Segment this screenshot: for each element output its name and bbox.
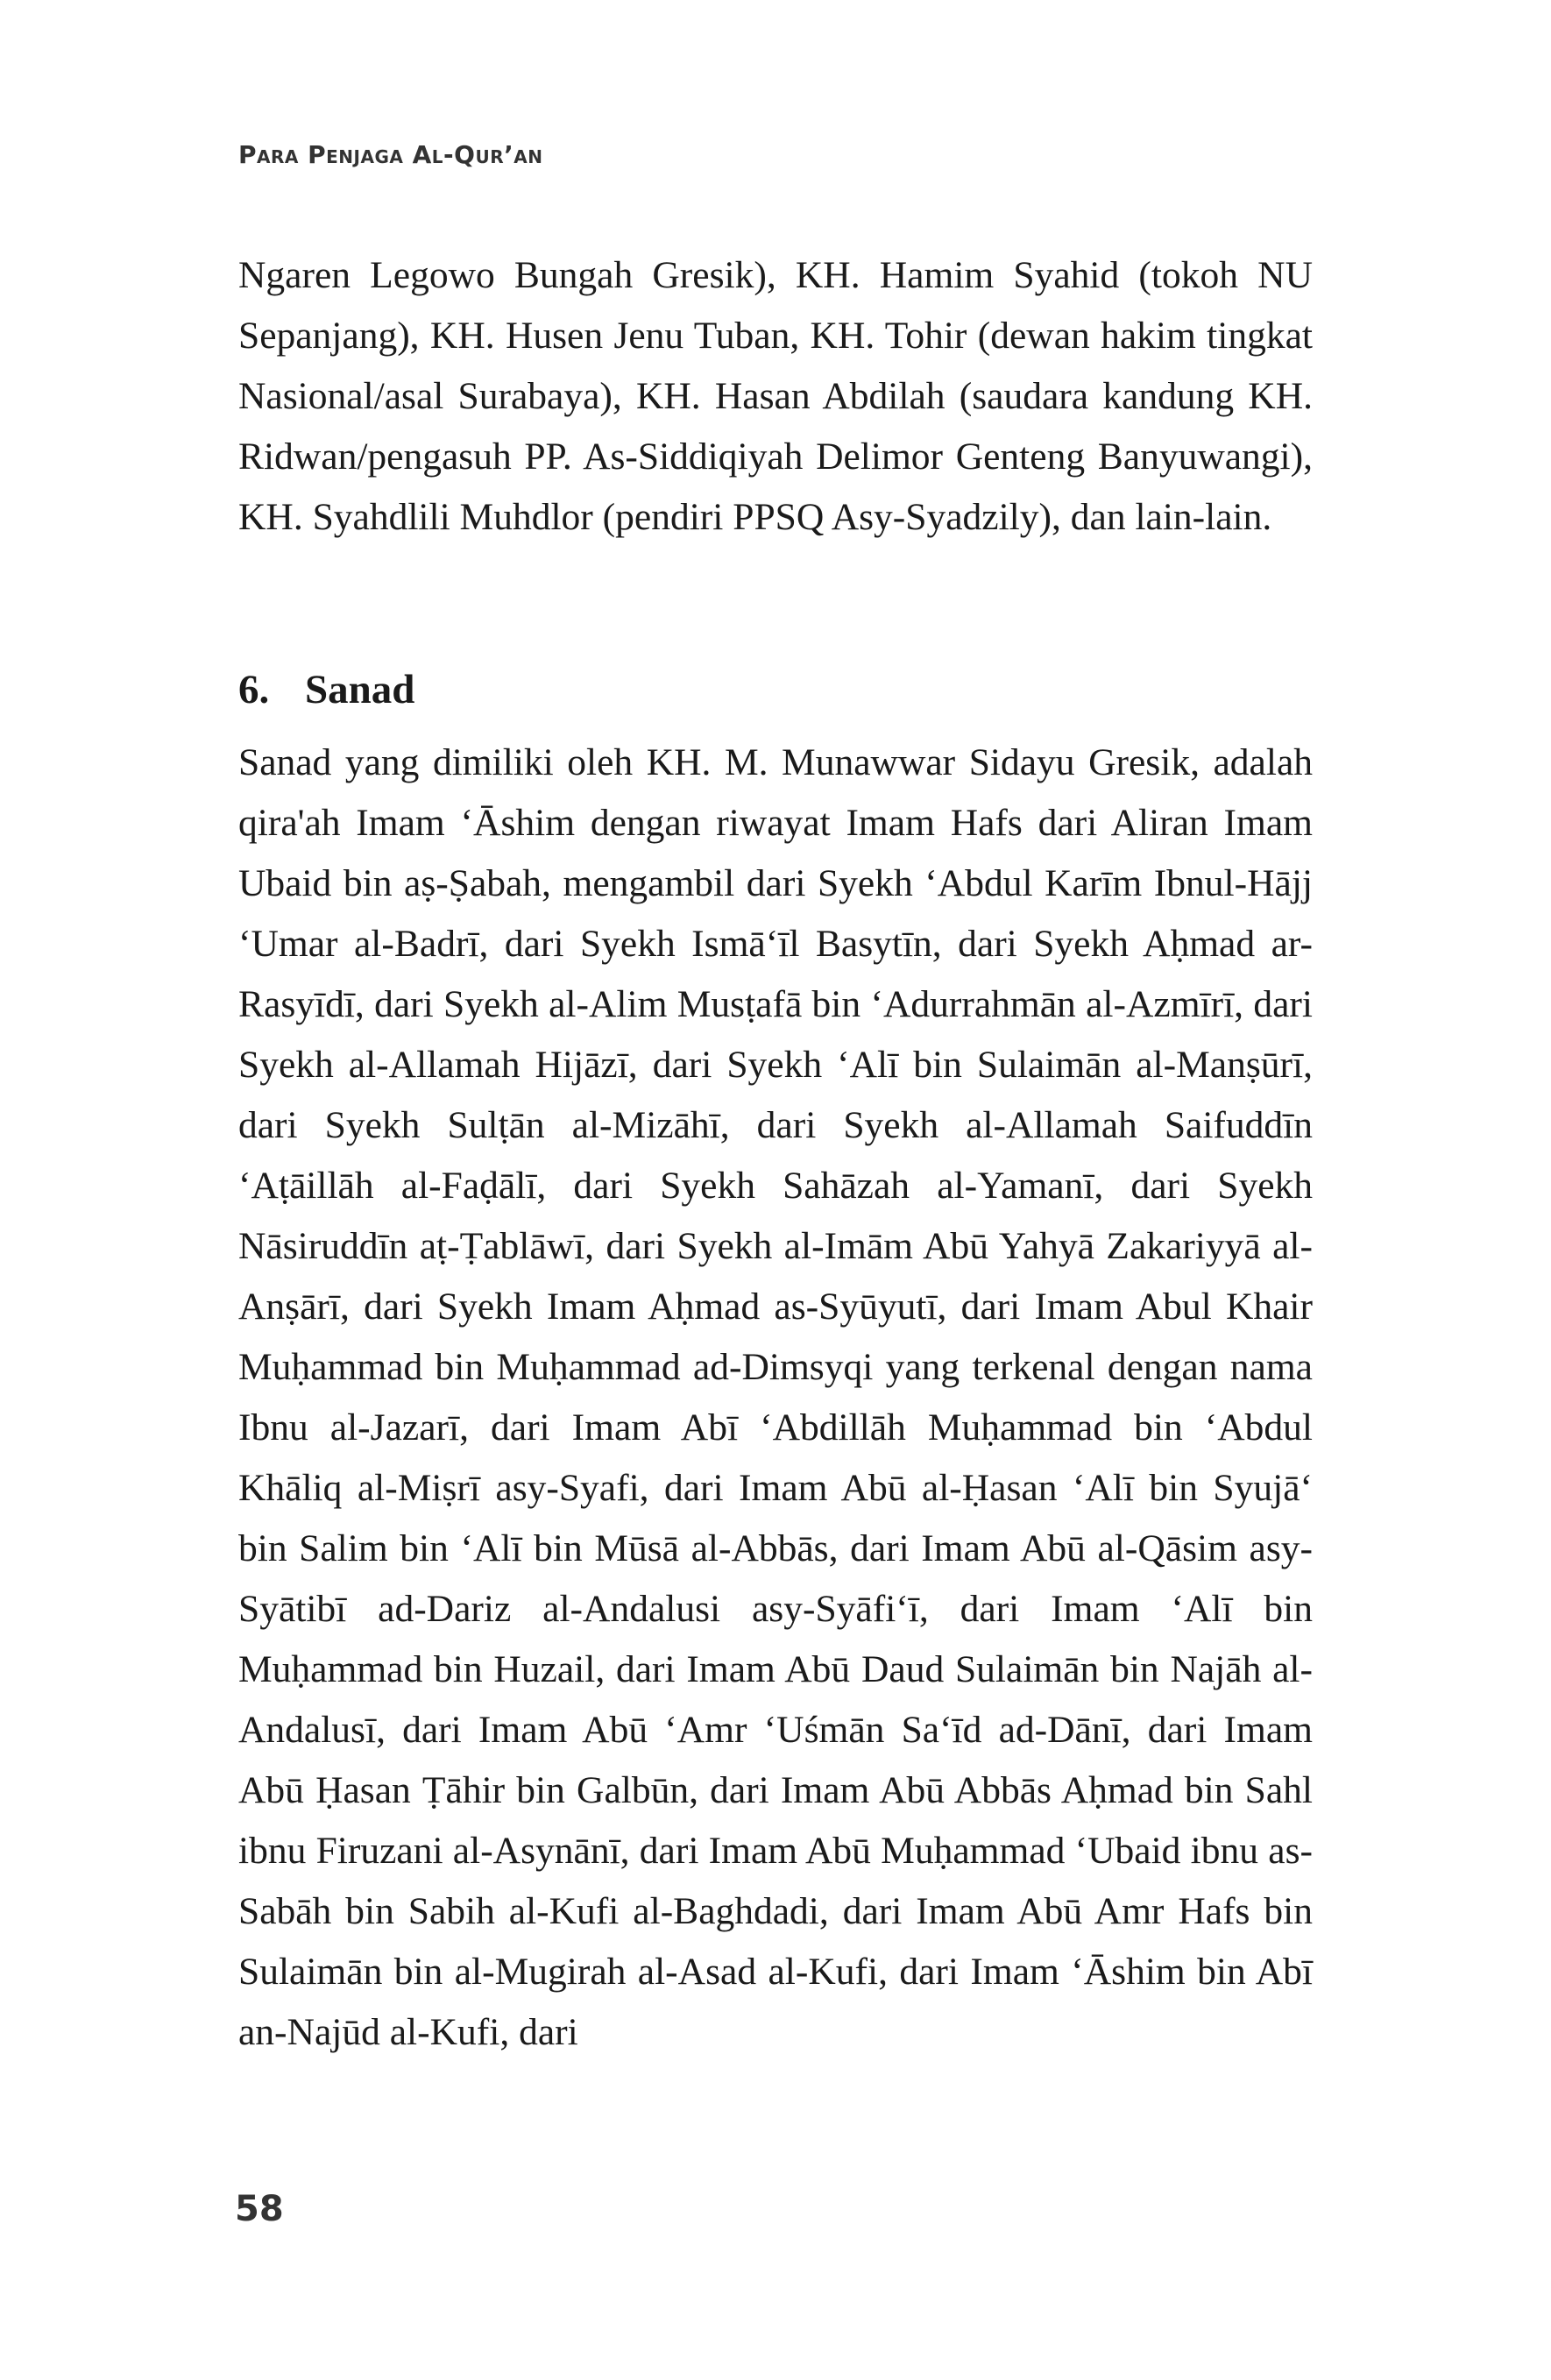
section-heading	[238, 659, 414, 720]
section-title: Sanad	[305, 667, 415, 712]
running-header: Para Penjaga Al-Qur’an	[238, 140, 543, 169]
intro-paragraph: Ngaren Legowo Bungah Gresik), KH. Hamim Syahid (tokoh NU Sepanjang), KH. Husen Jenu Tuban, KH. Tohir (dewan hakim tingkat Nasional/asal Surabaya), KH. Hasan Abdilah (saudara kandung KH. Ridwan/pengasuh PP. As-Siddiqiyah Delimor Genteng Banyuwangi), KH. Syahdlili Muhdlor (pendiri PPSQ Asy-Syadzily), dan lain-lain.	[238, 254, 1313, 538]
sanad-paragraph: Sanad yang dimiliki oleh KH. M. Munawwar Sidayu Gresik, adalah qira'ah Imam ‘Āshim dengan riwayat Imam Hafs dari Aliran Imam Ubaid bin aṣ-Ṣabah, mengambil dari Syekh ‘Abdul Karīm Ibnul-Hājj ‘Umar al-Badrī, dari Syekh Ismā‘īl Basytīn, dari Syekh Aḥmad ar-Rasyīdī, dari Syekh al-Alim Musṭafā bin ‘Adurrahmān al-Azmīrī, dari Syekh al-Allamah Hijāzī, dari Syekh ‘Alī bin Sulaimān al-Manṣūrī, dari Syekh Sulṭān al-Mizāhī, dari Syekh al-Allamah Saifuddīn ‘Aṭāillāh al-Faḍālī, dari Syekh Sahāzah al-Yamanī, dari Syekh Nāsiruddīn aṭ-Ṭablāwī, dari Syekh al-Imām Abū Yahyā Zakariyyā al-Anṣārī, dari Syekh Imam Aḥmad as-Syūyutī, dari Imam Abul Khair Muḥammad bin Muḥammad ad-Dimsyqi yang terkenal dengan nama Ibnu al-Jazarī, dari Imam Abī ‘Abdillāh Muḥammad bin ‘Abdul Khāliq al-Miṣrī asy-Syafi, dari Imam Abū al-Ḥasan ‘Alī bin Syujā‘ bin Salim bin ‘Alī bin Mūsā al-Abbās, dari Imam Abū al-Qāsim asy-Syātibī ad-Dariz al-Andalusi asy-Syāfi‘ī, dari Imam ‘Alī bin Muḥammad bin Huzail, dari Imam Abū Daud Sulaimān bin Najāh al-Andalusī, dari Imam Abū ‘Amr ‘Uśmān Sa‘īd ad-Dānī, dari Imam Abū Ḥasan Ṭāhir bin Galbūn, dari Imam Abū Abbās Aḥmad bin Sahl ibnu Firuzani al-Asynānī, dari Imam Abū Muḥammad ‘Ubaid ibnu as-Sabāh bin Sabih al-Kufi al-Baghdadi, dari Imam Abū Amr Hafs bin Sulaimān bin al-Mugirah al-Asad al-Kufi, dari Imam ‘Āshim bin Abī an-Najūd al-Kufi, dari	[238, 741, 1313, 2053]
page-number: 58	[235, 2189, 284, 2229]
section-number: 6.	[238, 667, 270, 712]
